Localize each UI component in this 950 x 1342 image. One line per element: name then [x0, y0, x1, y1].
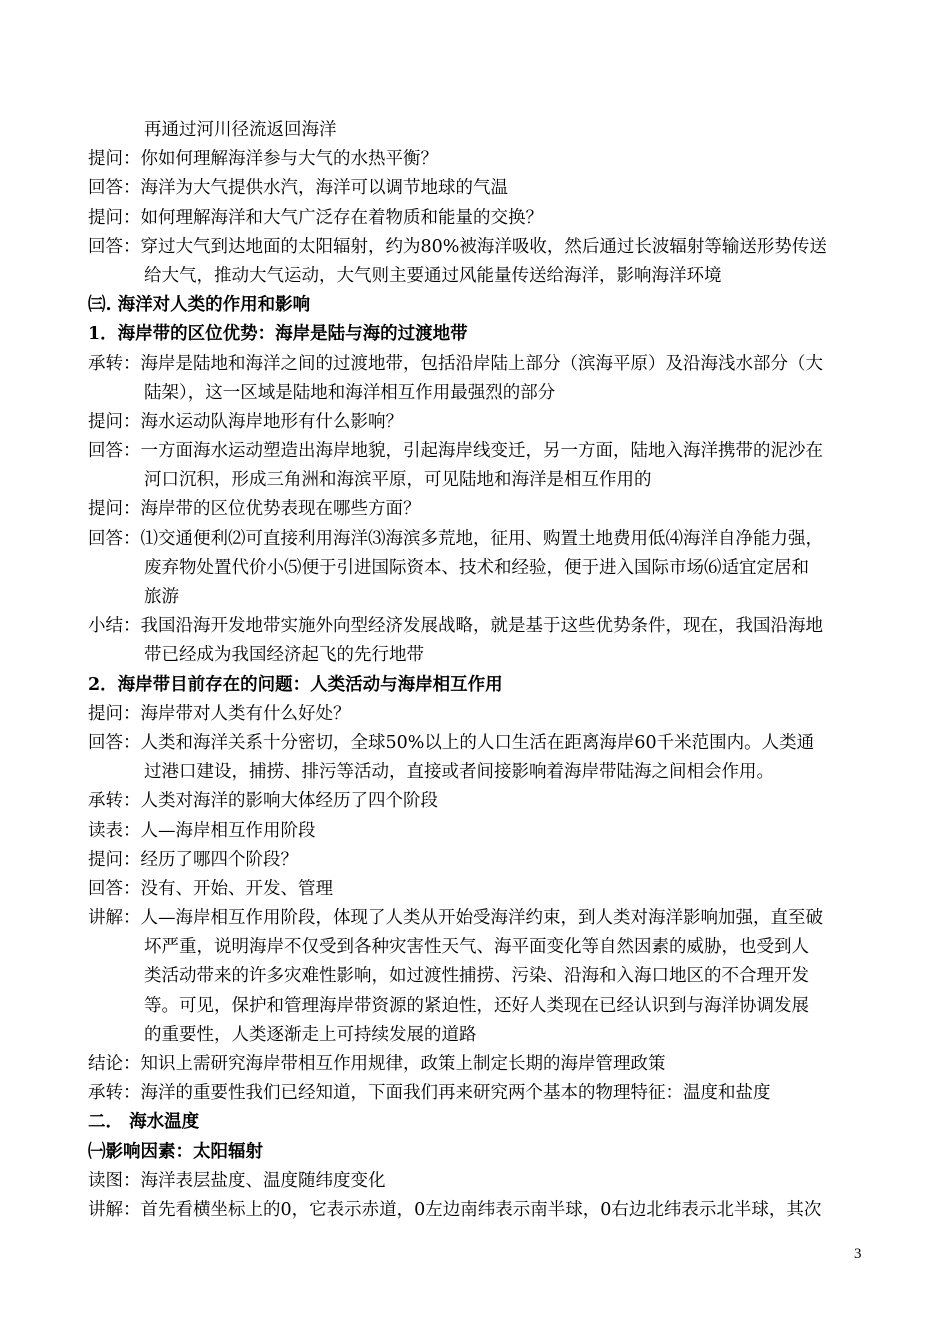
- text-line: 讲解：人—海岸相互作用阶段，体现了人类从开始受海洋约束，到人类对海洋影响加强，直至破: [88, 908, 823, 929]
- text-line: 承转：海岸是陆地和海洋之间的过渡地带，包括沿岸陆上部分（滨海平原）及沿海浅水部分（大: [88, 353, 823, 374]
- text-line: 废弃物处置代价小⑸便于引进国际资本、技术和经验，便于进入国际市场⑹适宜定居和: [144, 557, 809, 578]
- text-line: 坏严重，说明海岸不仅受到各种灾害性天气、海平面变化等自然因素的威胁，也受到人: [144, 937, 809, 958]
- text-line: 河口沉积，形成三角洲和海滨平原，可见陆地和海洋是相互作用的: [144, 470, 652, 491]
- section-heading: 1．海岸带的区位优势：海岸是陆与海的过渡地带: [88, 324, 468, 345]
- text-line: 提问：如何理解海洋和大气广泛存在着物质和能量的交换？: [88, 207, 543, 228]
- text-line: 提问：海岸带对人类有什么好处？: [88, 703, 351, 724]
- text-line: 回答：人类和海洋关系十分密切，全球50%以上的人口生活在距离海岸60千米范围内。人类通: [88, 732, 815, 753]
- text-line: 读表：人—海岸相互作用阶段: [88, 820, 316, 841]
- text-line: 旅游: [144, 587, 179, 607]
- text-line: 提问：海岸带的区位优势表现在哪些方面？: [88, 499, 421, 520]
- text-line: 回答：一方面海水运动塑造出海岸地貌，引起海岸线变迁，另一方面，陆地入海洋携带的泥沙在: [88, 441, 823, 462]
- text-line: 回答：没有、开始、开发、管理: [88, 878, 333, 899]
- text-line: 等。可见，保护和管理海岸带资源的紧迫性，还好人类现在已经认识到与海洋协调发展: [144, 995, 809, 1016]
- text-line: 回答：穿过大气到达地面的太阳辐射，约为80%被海洋吸收，然后通过长波辐射等输送形势传送: [88, 236, 827, 257]
- text-line: 过港口建设，捕捞、排污等活动，直接或者间接影响着海岸带陆海之间相会作用。: [144, 762, 774, 783]
- text-line: 提问：经历了哪四个阶段？: [88, 849, 298, 870]
- section-heading: ㈠影响因素：太阳辐射: [88, 1141, 263, 1162]
- text-line: 回答：⑴交通便利⑵可直接利用海洋⑶海滨多荒地，征用、购置土地费用低⑷海洋自净能力强，: [88, 528, 823, 549]
- section-heading: 2．海岸带目前存在的问题：人类活动与海岸相互作用: [88, 674, 503, 695]
- text-line: 的重要性，人类逐渐走上可持续发展的道路: [144, 1024, 477, 1045]
- section-heading: ㈢. 海洋对人类的作用和影响: [88, 295, 311, 316]
- text-line: 承转：海洋的重要性我们已经知道，下面我们再来研究两个基本的物理特征：温度和盐度: [88, 1083, 771, 1104]
- section-heading: 二． 海水温度: [88, 1112, 200, 1133]
- text-line: 提问：海水运动队海岸地形有什么影响？: [88, 411, 403, 432]
- text-line: 回答：海洋为大气提供水汽，海洋可以调节地球的气温: [88, 178, 508, 199]
- text-line: 给大气，推动大气运动，大气则主要通过风能量传送给海洋，影响海洋环境: [144, 265, 722, 286]
- text-line: 带已经成为我国经济起飞的先行地带: [144, 645, 424, 666]
- text-line: 结论：知识上需研究海岸带相互作用规律，政策上制定长期的海岸管理政策: [88, 1054, 666, 1074]
- text-line: 陆架），这一区域是陆地和海洋相互作用最强烈的部分: [144, 382, 556, 403]
- page-number: 3: [854, 1246, 862, 1262]
- document-body: [88, 116, 878, 1225]
- text-line: 承转：人类对海洋的影响大体经历了四个阶段: [88, 791, 438, 812]
- text-line: 提问：你如何理解海洋参与大气的水热平衡？: [88, 149, 438, 170]
- text-line: 小结：我国沿海开发地带实施外向型经济发展战略，就是基于这些优势条件，现在，我国沿海地: [88, 616, 823, 637]
- text-line: 读图：海洋表层盐度、温度随纬度变化: [88, 1170, 386, 1191]
- text-line: 再通过河川径流返回海洋: [144, 120, 337, 140]
- text-line: 类活动带来的许多灾难性影响，如过渡性捕捞、污染、沿海和入海口地区的不合理开发: [144, 966, 809, 987]
- text-line: 讲解：首先看横坐标上的0，它表示赤道，0左边南纬表示南半球，0右边北纬表示北半球，其次: [88, 1199, 822, 1220]
